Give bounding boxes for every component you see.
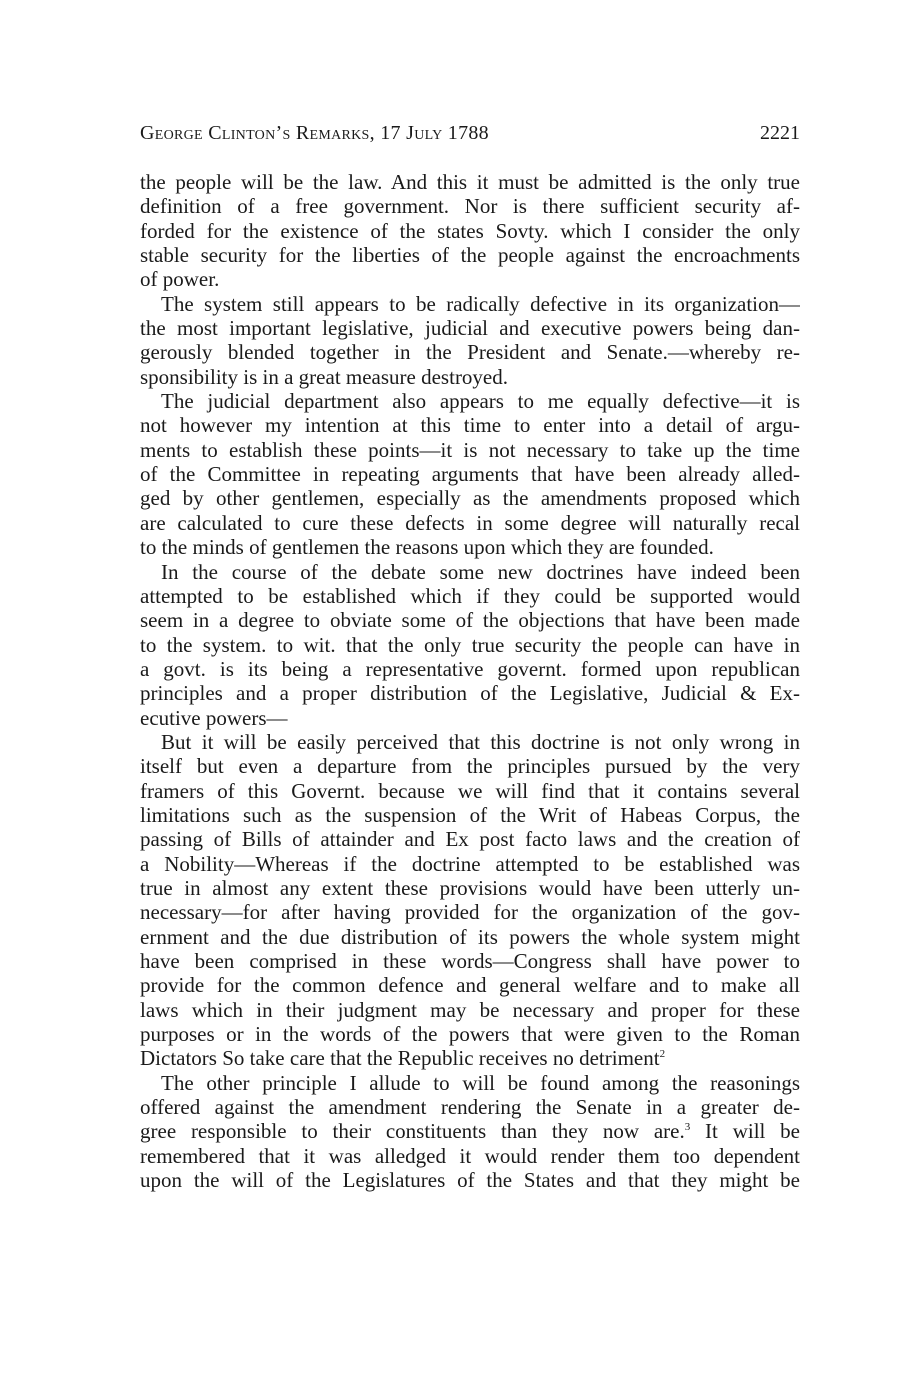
text-line: sponsibility is in a great measure destroyed. [140, 364, 509, 389]
paragraph [140, 170, 800, 292]
text-line: definition of a free government. Nor is there sufficient security af- [140, 194, 800, 219]
text-line: framers of this Governt. because we will find that it contains several [140, 778, 800, 803]
footnote-marker: 2 [659, 1048, 666, 1061]
text-line: are calculated to cure these defects in some degree will naturally recal [140, 510, 800, 535]
text-line: the people will be the law. And this it must be admitted is the only true [140, 170, 800, 194]
body-text [140, 170, 800, 1192]
paragraph [140, 730, 800, 1071]
text-line: of power. [140, 267, 220, 292]
text-line: attempted to be established which if they could be supported would [140, 583, 800, 608]
text-line: provide for the common defence and general welfare and to make all [140, 973, 800, 998]
text-line: limitations such as the suspension of the Writ of Habeas Corpus, the [140, 802, 800, 827]
text-line: have been comprised in these words—Congress shall have power to [140, 949, 800, 973]
text-line: stable security for the liberties of the people against the encroachments [140, 243, 800, 268]
text-line: seem in a degree to obviate some of the objections that have been made [140, 608, 800, 633]
paragraph [140, 389, 800, 559]
text-line: purposes or in the words of the powers that were given to the Roman [140, 1022, 800, 1047]
text-line: to the minds of gentlemen the reasons upon which they are founded. [140, 535, 714, 560]
text-line [140, 1046, 800, 1070]
text-line: The other principle I allude to will be found among the reasonings [161, 1070, 800, 1095]
text-line: of the Committee in repeating arguments that have been already alled- [140, 462, 800, 487]
text-line: true in almost any extent these provisions would have been utterly un- [140, 875, 800, 900]
running-head [140, 118, 800, 148]
footnote-marker: 3 [684, 1121, 691, 1134]
text-line: gerously blended together in the President and Senate.—whereby re- [140, 340, 800, 365]
text-line-content: Dictators So take care that the Republic receives no detriment [140, 1046, 660, 1071]
text-line: not however my intention at this time to enter into a detail of argu- [140, 413, 800, 438]
text-line: the most important legislative, judicial and executive powers being dan- [140, 316, 800, 341]
text-line: necessary—for after having provided for the organization of the gov- [140, 900, 800, 925]
text-line: to the system. to wit. that the only true security the people can have in [140, 632, 800, 657]
text-line: upon the will of the Legislatures of the States and that they might be [140, 1168, 800, 1193]
paragraph [140, 292, 800, 389]
text-line: itself but even a departure from the principles pursued by the very [140, 754, 800, 779]
text-line: ments to establish these points—it is not necessary to take up the time [140, 437, 800, 462]
text-line [140, 1119, 800, 1143]
text-line: ernment and the due distribution of its powers the whole system might [140, 924, 800, 949]
text-line-tail: It will be [690, 1119, 800, 1144]
text-line-content: gree responsible to their constituents than they now are. [140, 1119, 685, 1144]
text-line: The system still appears to be radically defective in its organization— [161, 291, 800, 316]
text-line: In the course of the debate some new doctrines have indeed been [161, 559, 800, 584]
running-title: George Clinton’s Remarks, 17 July 1788 [140, 122, 489, 144]
paragraph [140, 560, 800, 730]
text-line: remembered that it was alledged it would render them too dependent [140, 1143, 800, 1168]
text-line: offered against the amendment rendering the Senate in a greater de- [140, 1095, 800, 1120]
text-line: The judicial department also appears to me equally defective—it is [161, 389, 800, 414]
text-line: a Nobility—Whereas if the doctrine attempted to be established was [140, 851, 800, 876]
text-line: a govt. is its being a representative governt. formed upon republican [140, 656, 800, 681]
text-line: forded for the existence of the states Sovty. which I consider the only [140, 218, 800, 243]
text-line: principles and a proper distribution of the Legislative, Judicial & Ex- [140, 681, 800, 706]
page-number: 2221 [760, 122, 800, 144]
text-line: passing of Bills of attainder and Ex post facto laws and the creation of [140, 827, 800, 852]
text-line: ecutive powers— [140, 705, 288, 730]
text-line: But it will be easily perceived that this doctrine is not only wrong in [161, 729, 800, 754]
text-line: laws which in their judgment may be necessary and proper for these [140, 997, 800, 1022]
paragraph [140, 1071, 800, 1193]
text-line: ged by other gentlemen, especially as the amendments proposed which [140, 486, 800, 511]
